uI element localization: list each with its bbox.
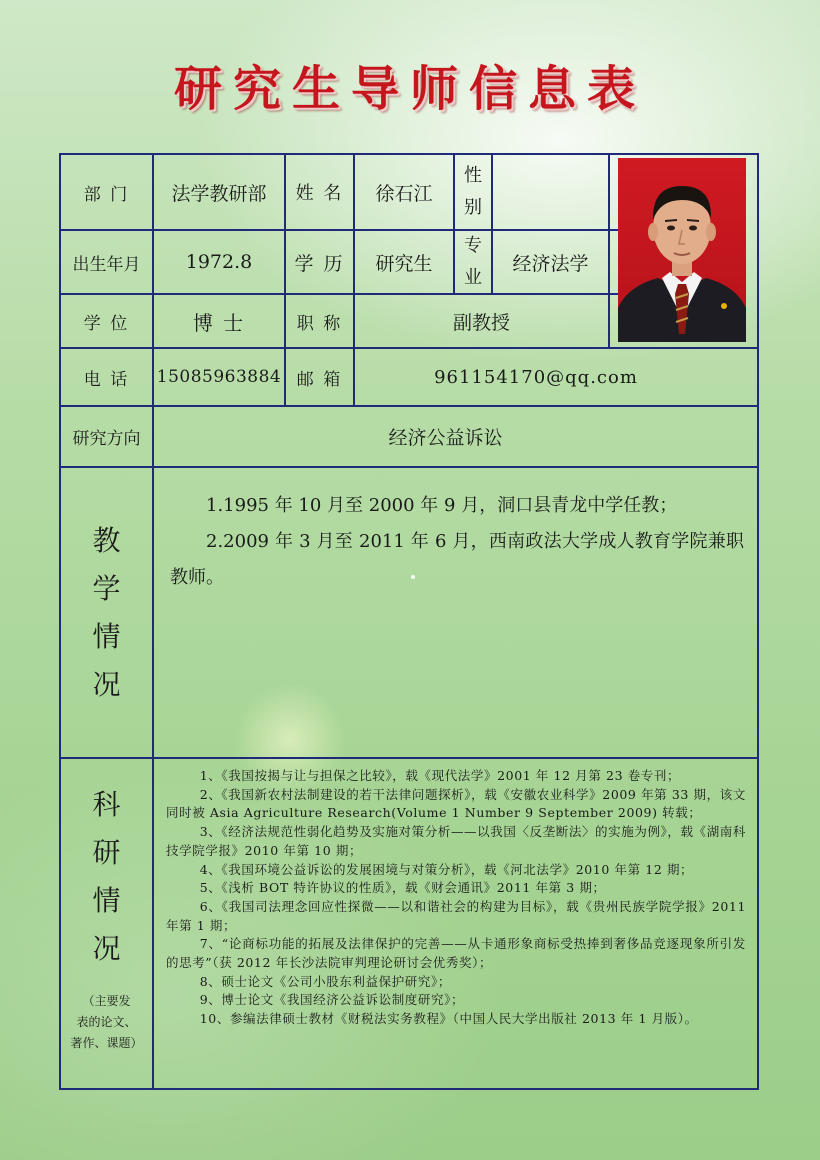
portrait-photo [618,158,746,342]
research-content [166,767,746,1029]
research-item: 1、《我国按揭与让与担保之比较》，载《现代法学》2001 年 12 月第 23 卷专刊； [199,768,681,783]
major-value: 经济法学 [512,252,589,275]
table-divider [152,153,154,1090]
research-item: 2、《我国新农村法制建设的若干法律问题探析》，载《安徽农业科学》2009 年第 33 期，该文同时被 Asia Agriculture Research(Volume 1 Number 9 September 2009) 转载； [166,786,746,821]
teaching-item: 2.2009 年 3 月至 2011 年 6 月，西南政法大学成人教育学院兼职教师。 [170,531,744,588]
research-note-line: 表的论文、 [76,1015,137,1029]
teaching-content [170,488,744,596]
gender-label-bottom: 别 [464,197,482,218]
teaching-label [61,468,152,757]
table-divider [608,153,610,348]
research-item: 4、《我国环境公益诉讼的发展困境与对策分析》，载《河北法学》2010 年第 12 期； [199,861,694,877]
dept-value: 法学教研部 [171,182,267,205]
degree-label: 学 位 [83,313,130,334]
teaching-label-char: 情 [92,619,121,653]
name-value: 徐石江 [375,182,433,205]
major-label-top: 专 [464,235,482,256]
phone-label: 电 话 [83,369,130,390]
major-label [455,231,491,293]
research-label-char: 科 [92,788,121,821]
phone-value: 15085963884 [156,367,282,387]
birth-label: 出生年月 [72,254,141,275]
gender-value [493,155,608,229]
research-item: 9、博士论文《我国经济公益诉讼制度研究》； [199,992,465,1008]
research-item: 8、硕士论文《公司小股东利益保护研究》； [199,973,451,989]
research-label-char: 况 [92,932,121,965]
research-note-line: （主要发 [82,994,131,1008]
research-label [61,759,152,1088]
degree-value: 博 士 [192,310,246,335]
research-direction-value: 经济公益诉讼 [388,427,503,449]
portrait-illustration [618,158,746,342]
teaching-label-char: 况 [92,667,121,701]
research-direction-label: 研究方向 [72,429,141,449]
gender-label-top: 性 [464,165,482,186]
research-item: 7、“论商标功能的拓展及法律保护的完善——从卡通形象商标受热捧到奢侈品竞逐现象所引发的思考”（获 2012 年长沙法院审判理论研讨会优秀奖）； [166,936,746,971]
decorative-dot [411,575,415,579]
title-label: 职 称 [296,313,343,334]
teaching-item: 1.1995 年 10 月至 2000 年 9 月，洞口县青龙中学任教； [206,495,678,516]
research-label-char: 研 [92,836,121,869]
research-note [70,991,142,1054]
name-label: 姓 名 [295,183,344,204]
research-label-char: 情 [92,884,121,917]
research-item: 3、《经济法规范性弱化趋势及实施对策分析——以我国〈反垄断法〉的实施为例》，载《湖南科技学院学报》2010 年第 10 期； [166,824,747,858]
email-value: 961154170@qq.com [434,366,638,388]
dept-label: 部 门 [83,184,130,205]
research-item: 10、参编法律硕士教材《财税法实务教程》（中国人民大学出版社 2013 年 1 月版）。 [199,1011,698,1027]
title-value: 副教授 [452,311,510,334]
table-divider [59,757,759,759]
email-label: 邮 箱 [296,369,343,390]
teaching-label-char: 教 [92,523,121,557]
major-label-bottom: 业 [464,267,482,288]
table-divider [59,466,759,468]
birth-value: 1972.8 [185,251,253,273]
gender-label [455,155,491,229]
page-title: 研究生导师信息表 [173,61,646,117]
research-item: 5、《浅析 BOT 特许协议的性质》，载《财会通讯》2011 年第 3 期； [199,880,606,896]
teaching-label-char: 学 [92,571,121,605]
research-note-line: 著作、课题） [70,1036,143,1050]
edu-value: 研究生 [375,252,433,275]
edu-label: 学 历 [294,252,345,275]
research-item: 6、《我国司法理念回应性探微——以和谐社会的构建为目标》，载《贵州民族学院学报》2011 年第 1 期； [166,898,746,933]
